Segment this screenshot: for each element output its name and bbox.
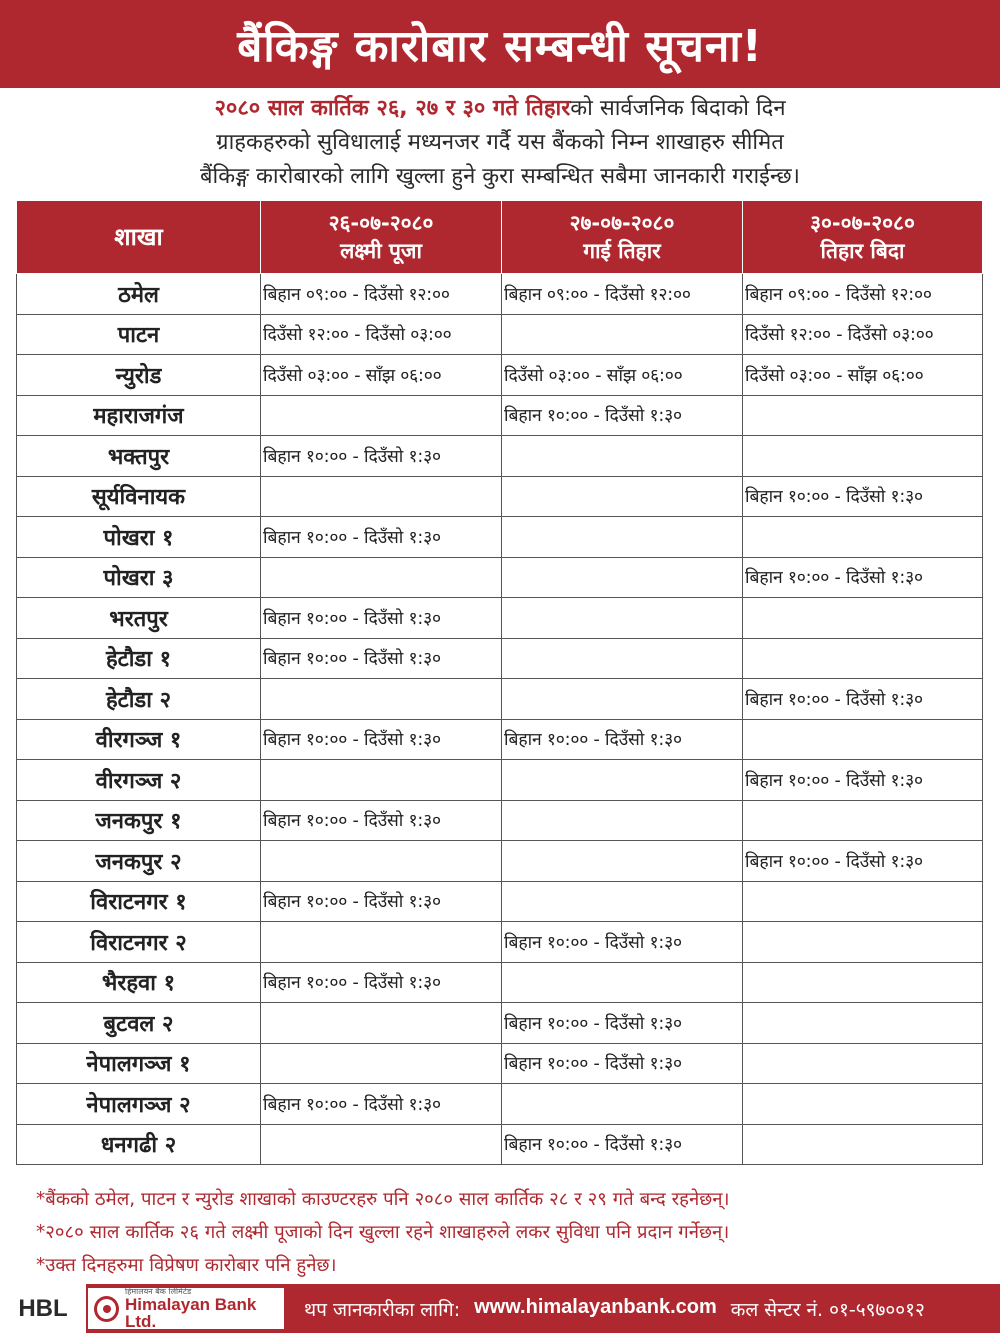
website-link[interactable]: www.himalayanbank.com [474, 1295, 717, 1318]
bank-seal-icon [94, 1296, 119, 1322]
table-row [17, 355, 983, 396]
table-row [17, 517, 983, 558]
hours-day-1: बिहान ०९:०० - दिउँसो १२:०० [261, 274, 502, 315]
hours-day-3 [743, 517, 983, 558]
table-row [17, 638, 983, 679]
hours-day-1 [261, 841, 502, 882]
branch-name: नेपालगञ्ज २ [17, 1084, 261, 1125]
call-center-number: कल सेन्टर नं. ०१-५९७००१२ [730, 1298, 925, 1321]
hours-day-2 [502, 436, 743, 477]
branch-name: विराटनगर १ [17, 881, 261, 922]
branch-name: ठमेल [17, 274, 261, 315]
holiday-dates-highlight: २०८० साल कार्तिक २६, २७ र ३० गते तिहार [214, 96, 571, 121]
branch-name: भैरहवा १ [17, 962, 261, 1003]
hours-day-2 [502, 517, 743, 558]
hours-day-1: बिहान १०:०० - दिउँसो १:३० [261, 436, 502, 477]
branch-name: भक्तपुर [17, 436, 261, 477]
table-row [17, 881, 983, 922]
info-label: थप जानकारीका लागि: [304, 1298, 461, 1321]
hours-day-2: दिउँसो ०३:०० - साँझ ०६:०० [502, 355, 743, 396]
hours-day-2: बिहान १०:०० - दिउँसो १:३० [502, 1043, 743, 1084]
table-row [17, 679, 983, 720]
table-row [17, 395, 983, 436]
table-row [17, 436, 983, 477]
table-row [17, 800, 983, 841]
table-row [17, 962, 983, 1003]
table-header-row [17, 201, 983, 274]
hours-day-3: दिउँसो १२:०० - दिउँसो ०३:०० [743, 314, 983, 355]
hours-day-2 [502, 679, 743, 720]
footnote: *बैंकको ठमेल, पाटन र न्युरोड शाखाको काउण्टरहरु पनि २०८० साल कार्तिक २८ र २९ गते बन्द रहनेछन्। [36, 1189, 730, 1210]
hours-day-2 [502, 314, 743, 355]
branch-name: पाटन [17, 314, 261, 355]
hours-day-3 [743, 1043, 983, 1084]
hours-day-2 [502, 841, 743, 882]
branch-name: नेपालगञ्ज १ [17, 1043, 261, 1084]
hours-day-2 [502, 1084, 743, 1125]
hbl-logo: HBL [0, 1284, 86, 1333]
table-row [17, 760, 983, 801]
column-holiday-label: तिहार बिदा [820, 239, 905, 263]
hours-day-3 [743, 436, 983, 477]
branch-name: सूर्यविनायक [17, 476, 261, 517]
branch-name: पोखरा ३ [17, 557, 261, 598]
table-row [17, 476, 983, 517]
hours-day-3: बिहान १०:०० - दिउँसो १:३० [743, 841, 983, 882]
hours-day-1: बिहान १०:०० - दिउँसो १:३० [261, 719, 502, 760]
table-row [17, 841, 983, 882]
column-date: २७-०७-२०८० [569, 211, 675, 235]
hours-day-3 [743, 800, 983, 841]
footnote: *२०८० साल कार्तिक २६ गते लक्ष्मी पूजाको दिन खुल्ला रहने शाखाहरुले लकर सुविधा पनि प्रदान गर्नेछन्। [36, 1222, 730, 1243]
table-row [17, 598, 983, 639]
column-holiday-label: लक्ष्मी पूजा [340, 239, 422, 263]
hours-day-3 [743, 1124, 983, 1165]
hours-day-1 [261, 395, 502, 436]
hours-day-2 [502, 962, 743, 1003]
footer-bar [0, 1284, 1000, 1333]
hours-day-1: बिहान १०:०० - दिउँसो १:३० [261, 881, 502, 922]
footnote: *उक्त दिनहरुमा विप्रेषण कारोबार पनि हुनेछ। [36, 1255, 337, 1276]
hours-day-3: बिहान १०:०० - दिउँसो १:३० [743, 760, 983, 801]
hours-day-3: बिहान ०९:०० - दिउँसो १२:०० [743, 274, 983, 315]
table-row [17, 1124, 983, 1165]
table-row [17, 557, 983, 598]
hours-day-1: बिहान १०:०० - दिउँसो १:३० [261, 517, 502, 558]
contact-info [304, 1296, 925, 1322]
hours-day-2 [502, 557, 743, 598]
column-header-day-3 [743, 201, 983, 274]
hours-day-2: बिहान १०:०० - दिउँसो १:३० [502, 395, 743, 436]
header-banner [0, 0, 1000, 88]
hours-day-3 [743, 1084, 983, 1125]
hours-day-2: बिहान १०:०० - दिउँसो १:३० [502, 1003, 743, 1044]
hours-day-1: बिहान १०:०० - दिउँसो १:३० [261, 1084, 502, 1125]
branch-name: महाराजगंज [17, 395, 261, 436]
intro-paragraph [40, 92, 960, 194]
hours-day-2 [502, 800, 743, 841]
hours-day-1 [261, 476, 502, 517]
bank-name-nepali: हिमालयन बैंक लिमिटेड [125, 1286, 192, 1296]
hours-day-2 [502, 638, 743, 679]
hours-day-3 [743, 395, 983, 436]
branch-name: भरतपुर [17, 598, 261, 639]
bank-name: Himalayan Bank Ltd. [125, 1294, 257, 1331]
branch-name: जनकपुर २ [17, 841, 261, 882]
column-date: २६-०७-२०८० [328, 211, 434, 235]
himalayan-bank-logo [88, 1288, 284, 1329]
hours-day-2 [502, 598, 743, 639]
hours-day-3 [743, 719, 983, 760]
column-holiday-label: गाई तिहार [583, 239, 661, 263]
intro-line-2: ग्राहकहरुको सुविधालाई मध्यनजर गर्दै यस बैंकको निम्न शाखाहरु सीमित [216, 130, 784, 155]
intro-line-3: बैंकिङ्ग कारोबारको लागि खुल्ला हुने कुरा सम्बन्धित सबैमा जानकारी गराईन्छ। [199, 164, 801, 189]
hours-day-2: बिहान ०९:०० - दिउँसो १२:०० [502, 274, 743, 315]
table-body [17, 274, 983, 1165]
hours-day-1: बिहान १०:०० - दिउँसो १:३० [261, 962, 502, 1003]
branch-name: हेटौडा १ [17, 638, 261, 679]
table-row [17, 1084, 983, 1125]
hours-day-1 [261, 922, 502, 963]
hours-day-1 [261, 679, 502, 720]
hours-day-3: दिउँसो ०३:०० - साँझ ०६:०० [743, 355, 983, 396]
branch-name: वीरगञ्ज २ [17, 760, 261, 801]
hours-day-1 [261, 1124, 502, 1165]
hours-day-2 [502, 760, 743, 801]
intro-line-1 [40, 92, 960, 126]
hours-day-1: बिहान १०:०० - दिउँसो १:३० [261, 800, 502, 841]
footnotes [36, 1183, 976, 1282]
branch-name: वीरगञ्ज १ [17, 719, 261, 760]
hours-day-1: दिउँसो ०३:०० - साँझ ०६:०० [261, 355, 502, 396]
branch-name: पोखरा १ [17, 517, 261, 558]
table-row [17, 314, 983, 355]
hours-day-2: बिहान १०:०० - दिउँसो १:३० [502, 719, 743, 760]
hours-day-2: बिहान १०:०० - दिउँसो १:३० [502, 1124, 743, 1165]
hours-day-3: बिहान १०:०० - दिउँसो १:३० [743, 476, 983, 517]
hours-day-2: बिहान १०:०० - दिउँसो १:३० [502, 922, 743, 963]
hours-day-1: दिउँसो १२:०० - दिउँसो ०३:०० [261, 314, 502, 355]
branch-name: धनगढी २ [17, 1124, 261, 1165]
branch-schedule-table [16, 200, 983, 1165]
hours-day-2 [502, 476, 743, 517]
notice-title: बैंकिङ्ग कारोबार सम्बन्धी सूचना! [237, 21, 763, 72]
intro-line-1-rest: को सार्वजनिक बिदाको दिन [570, 96, 786, 121]
table-row [17, 274, 983, 315]
column-header-day-1 [261, 201, 502, 274]
table-row [17, 1003, 983, 1044]
hours-day-3: बिहान १०:०० - दिउँसो १:३० [743, 679, 983, 720]
hours-day-3 [743, 962, 983, 1003]
branch-name: हेटौडा २ [17, 679, 261, 720]
hours-day-1: बिहान १०:०० - दिउँसो १:३० [261, 598, 502, 639]
hours-day-1: बिहान १०:०० - दिउँसो १:३० [261, 638, 502, 679]
branch-name: जनकपुर १ [17, 800, 261, 841]
hours-day-1 [261, 1043, 502, 1084]
hours-day-3: बिहान १०:०० - दिउँसो १:३० [743, 557, 983, 598]
table-row [17, 719, 983, 760]
branch-column-header: शाखा [17, 201, 261, 274]
table-row [17, 922, 983, 963]
table-row [17, 1043, 983, 1084]
hours-day-3 [743, 881, 983, 922]
hours-day-3 [743, 922, 983, 963]
hours-day-3 [743, 598, 983, 639]
column-date: ३०-०७-२०८० [810, 211, 915, 235]
hours-day-1 [261, 557, 502, 598]
hours-day-3 [743, 638, 983, 679]
branch-name: बुटवल २ [17, 1003, 261, 1044]
hours-day-2 [502, 881, 743, 922]
hours-day-3 [743, 1003, 983, 1044]
hours-day-1 [261, 1003, 502, 1044]
column-header-day-2 [502, 201, 743, 274]
branch-name: विराटनगर २ [17, 922, 261, 963]
branch-name: न्युरोड [17, 355, 261, 396]
hours-day-1 [261, 760, 502, 801]
